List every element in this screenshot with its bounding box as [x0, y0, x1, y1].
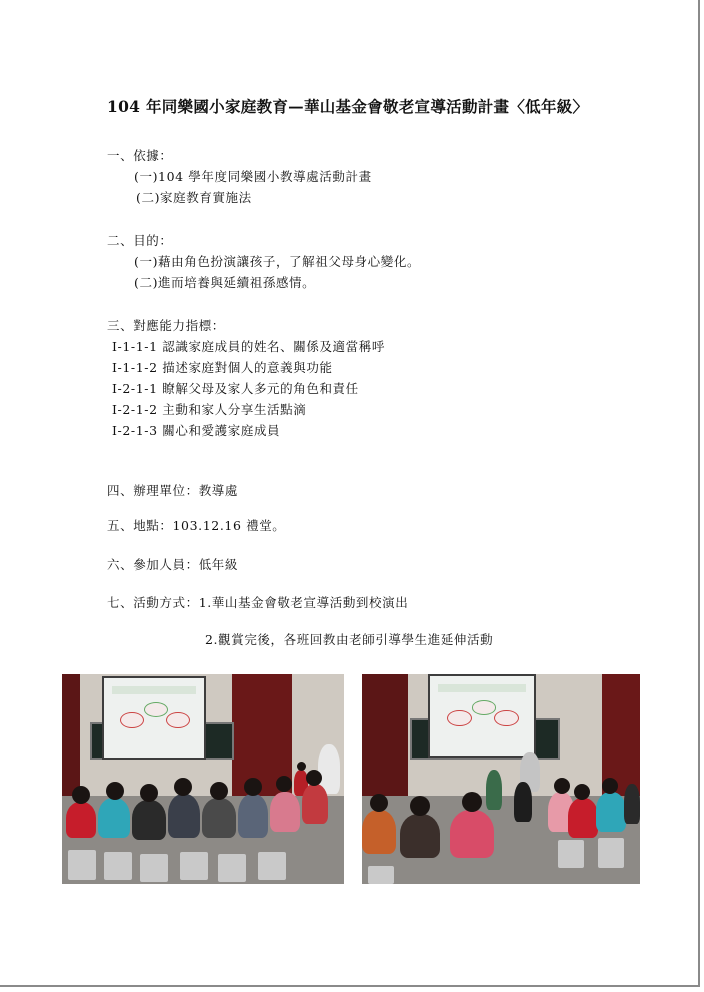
indicators-heading: 三、對應能力指標： [107, 318, 225, 333]
document-title: 104 年同樂國小家庭教育—華山基金會敬老宣導活動計畫〈低年級〉 [107, 97, 589, 116]
indicator-item-1: I-1-1-1 認識家庭成員的姓名、關係及適當稱呼 [112, 339, 385, 354]
indicator-item-2: I-1-1-2 描述家庭對個人的意義與功能 [112, 360, 333, 375]
basis-heading: 一、依據： [107, 148, 173, 163]
indicator-item-4: I-2-1-2 主動和家人分享生活點滴 [112, 402, 307, 417]
method-line-1: 七、活動方式：1.華山基金會敬老宣導活動到校演出 [107, 595, 409, 610]
location-line: 五、地點：103.12.16 禮堂。 [107, 518, 286, 533]
activity-photo-1 [62, 674, 344, 884]
purpose-item-1: (一)藉由角色扮演讓孩子，了解祖父母身心變化。 [134, 254, 421, 269]
basis-item-2: (二)家庭教育實施法 [136, 190, 252, 205]
basis-item-1: (一)104 學年度同樂國小教導處活動計畫 [134, 169, 372, 184]
indicator-item-3: I-2-1-1 瞭解父母及家人多元的角色和責任 [112, 381, 359, 396]
method-line-2: 2.觀賞完後，各班回教由老師引導學生進延伸活動 [205, 632, 494, 647]
purpose-item-2: (二)進而培養與延續祖孫感情。 [134, 275, 316, 290]
activity-photo-2 [362, 674, 640, 884]
participants-line: 六、參加人員：低年級 [107, 557, 239, 572]
purpose-heading: 二、目的： [107, 233, 173, 248]
indicator-item-5: I-2-1-3 關心和愛護家庭成員 [112, 423, 281, 438]
organizer-line: 四、辦理單位：教導處 [107, 483, 239, 498]
